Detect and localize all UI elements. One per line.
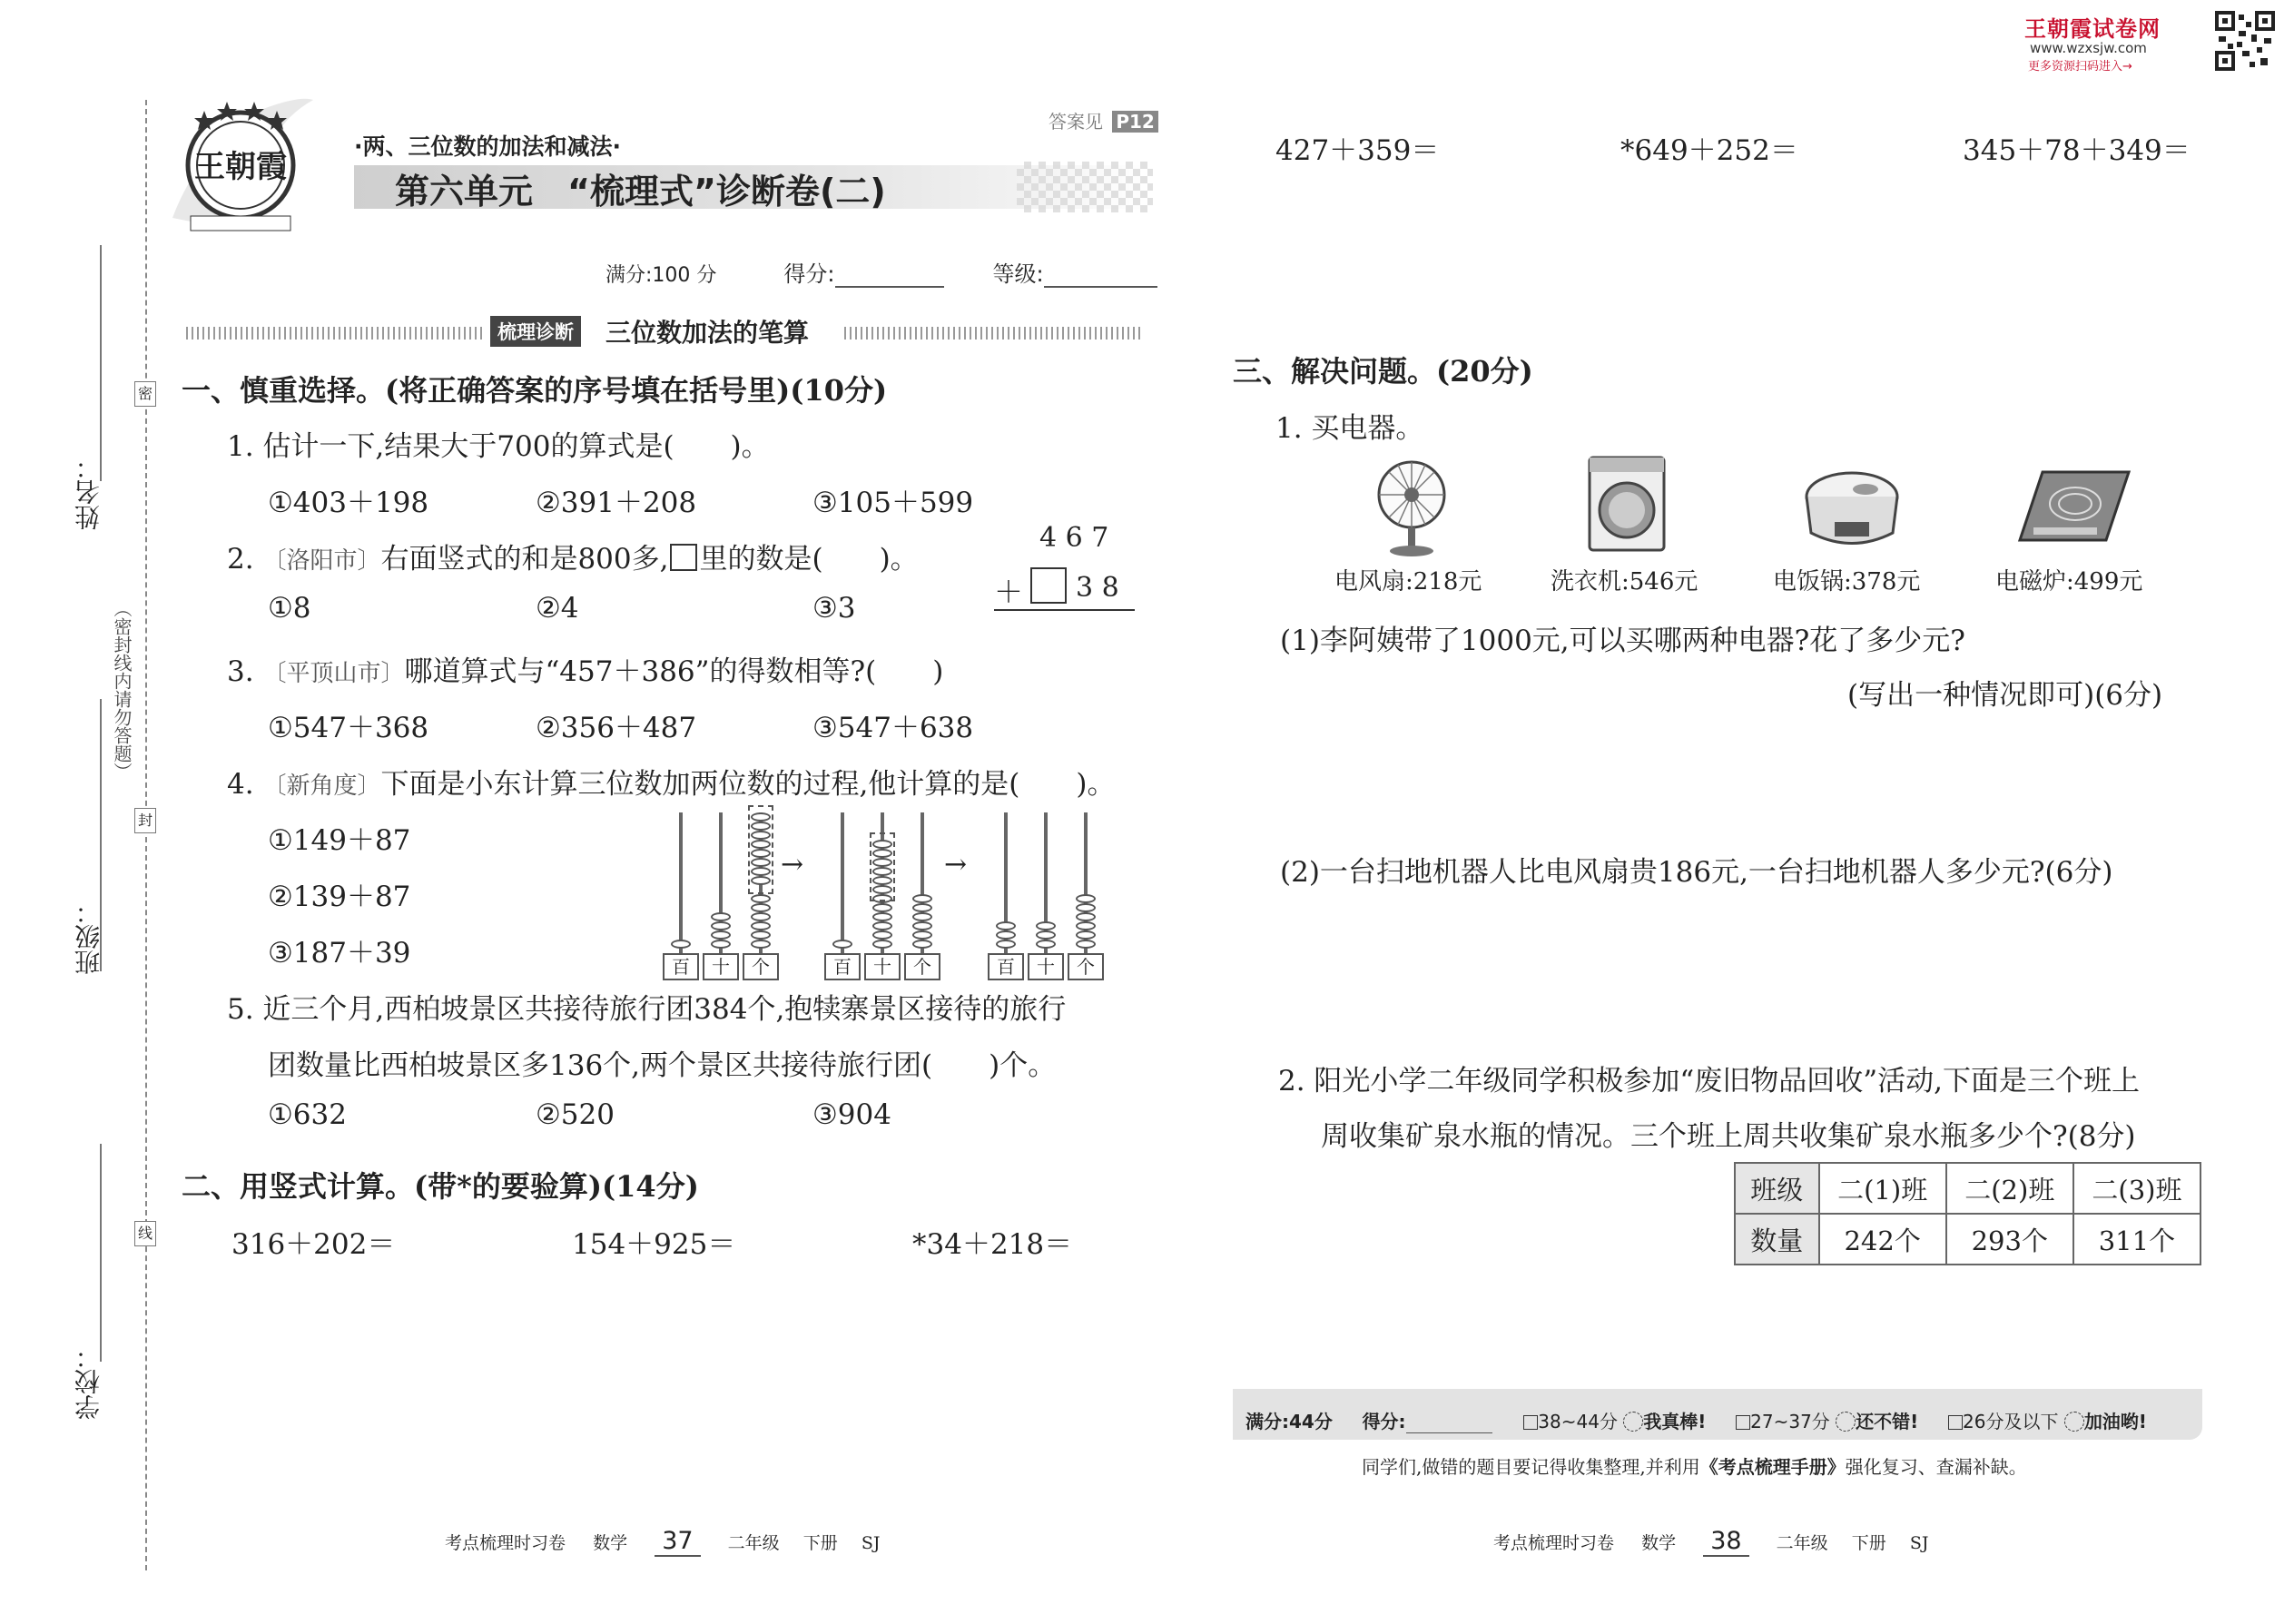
cheer-face-icon [2064, 1412, 2084, 1432]
abacus-bead [751, 894, 771, 903]
q2-blank-box [670, 544, 697, 571]
table-header-class: 班级 [1735, 1163, 1819, 1214]
footer-left-edition: SJ [861, 1533, 881, 1553]
score-bar-score: 得分: [1362, 1411, 1406, 1432]
brand-tagline: 更多资源扫码进入→ [2028, 60, 2132, 74]
title-banner-pattern [1017, 162, 1153, 212]
score-bar-full: 满分:44分 [1245, 1411, 1333, 1432]
abacus-bead [711, 912, 731, 921]
calc-2: 154＋925＝ [572, 1228, 736, 1261]
score-range-1-text: 我真棒! [1643, 1411, 1707, 1432]
review-note [1362, 1452, 2027, 1479]
svg-text:王朝霞: 王朝霞 [194, 149, 287, 185]
abacus-bead [872, 940, 892, 949]
school-label: 学校： [74, 1343, 103, 1420]
table-row [1735, 1214, 2200, 1265]
abacus-bead [996, 930, 1016, 940]
q3-stem-text: 哪道算式与“457＋386”的得数相等?( ) [404, 655, 944, 688]
seal-mark-mi: 密 [134, 381, 156, 407]
abacus-bead [912, 903, 932, 912]
abacus-bead [751, 849, 771, 858]
q4-option-3[interactable]: ③187＋39 [268, 937, 411, 969]
calc-4: 427＋359＝ [1275, 134, 1440, 167]
q2-vertical-box [1030, 567, 1067, 604]
page-title: 第六单元 “梳理式”诊断卷(二) [395, 172, 886, 212]
full-score: 满分:100 分 [605, 264, 717, 287]
problem2-line1: 2. 阳光小学二年级同学积极参加“废旧物品回收”活动,下面是三个班上 [1278, 1065, 2140, 1097]
abacus-bead [1076, 894, 1096, 903]
q4-option-1[interactable]: ①149＋87 [268, 824, 411, 857]
abacus-bead [751, 940, 771, 949]
q4-tag: 〔新角度〕 [262, 773, 381, 800]
fan-icon [1371, 458, 1452, 558]
smile-icon [1623, 1412, 1643, 1432]
brand-block [2024, 11, 2233, 74]
review-tag: 梳理诊断 [490, 316, 581, 347]
q2-stem-b: 里的数是( )。 [699, 543, 919, 576]
abacus-bead [751, 831, 771, 840]
abacus-bead [912, 894, 932, 903]
abacus-place-tens: 十 [1028, 953, 1064, 980]
abacus-bead [912, 930, 932, 940]
abacus-bead [751, 812, 771, 822]
abacus-bead [751, 858, 771, 867]
class-label: 班级： [74, 899, 103, 975]
abacus-bead [1076, 921, 1096, 930]
score-range-2: 27~37分 [1750, 1411, 1830, 1432]
abacus-bead [1036, 921, 1056, 930]
grade-input[interactable] [1044, 259, 1157, 288]
q2-option-3[interactable]: ③3 [812, 592, 856, 625]
seal-mark-feng: 封 [134, 808, 156, 833]
unit-subtitle: ·两、三位数的加法和减法· [354, 133, 621, 160]
induction-cooker-icon [2015, 468, 2133, 549]
abacus-bead [711, 940, 731, 949]
neutral-face-icon [1836, 1412, 1856, 1432]
calc-6: 345＋78＋349＝ [1963, 134, 2191, 167]
abacus-1 [663, 803, 790, 980]
q2-option-1[interactable]: ①8 [268, 592, 311, 625]
checkbox-r1[interactable] [1523, 1415, 1538, 1430]
score-line [605, 256, 1157, 288]
section1-heading: 一、慎重选择。(将正确答案的序号填在括号里)(10分) [182, 373, 888, 408]
review-note-text: 同学们,做错的题目要记得收集整理,并利用 [1362, 1456, 1700, 1478]
abacus-bead [751, 840, 771, 849]
abacus-place-hundreds: 百 [824, 953, 861, 980]
footer-left-term: 下册 [802, 1533, 838, 1553]
q4-stem-text: 下面是小东计算三位数加两位数的过程,他计算的是( )。 [380, 768, 1116, 801]
abacus-bead [872, 903, 892, 912]
washing-machine-icon [1584, 454, 1670, 554]
abacus-bead [872, 840, 892, 849]
abacus-bead [751, 903, 771, 912]
score-range-3: 26分及以下 [1963, 1411, 2059, 1432]
appliance-fan-label: 电风扇:218元 [1334, 568, 1482, 595]
footer-left-grade: 二年级 [727, 1533, 780, 1553]
abacus-bead [751, 930, 771, 940]
q1-option-2[interactable]: ②391＋208 [536, 487, 697, 519]
abacus-bead [671, 940, 691, 949]
table-class-3: 二(3)班 [2073, 1163, 2200, 1214]
table-class-2: 二(2)班 [1946, 1163, 2073, 1214]
problem1-title: 1. 买电器。 [1275, 412, 1424, 445]
abacus-place-ones: 个 [904, 953, 940, 980]
review-note-end: 强化复习、查漏补缺。 [1845, 1456, 2027, 1478]
q1-option-1[interactable]: ①403＋198 [268, 487, 429, 519]
abacus-bead [751, 912, 771, 921]
q3-option-2[interactable]: ②356＋487 [536, 712, 697, 744]
q2-vertical-addition [994, 522, 1139, 613]
q4-num: 4. [227, 768, 254, 801]
footer-right [1493, 1527, 1929, 1555]
footer-right-page: 38 [1703, 1527, 1748, 1557]
score-range-2-text: 还不错! [1856, 1411, 1919, 1432]
q5-stem-line2: 团数量比西柏坡景区多136个,两个景区共接待旅行团( )个。 [268, 1049, 1057, 1082]
q3-num: 3. [227, 655, 254, 688]
abacus-bead [711, 930, 731, 940]
footer-left-series: 考点梳理时习卷 [445, 1533, 566, 1553]
q2-num: 2. [227, 543, 254, 576]
review-note-book: 《考点梳理手册》 [1699, 1456, 1846, 1478]
abacus-bead [996, 940, 1016, 949]
answer-ref [1049, 107, 1158, 133]
abacus-bead [711, 921, 731, 930]
q4-option-2[interactable]: ②139＋87 [268, 881, 411, 913]
abacus-bead [1036, 940, 1056, 949]
abacus-rod [841, 812, 844, 953]
abacus-place-ones: 个 [1068, 953, 1104, 980]
abacus-bead [1076, 930, 1096, 940]
school-underline [100, 1144, 102, 1362]
abacus-bead [1076, 903, 1096, 912]
q2-vertical-rule [994, 609, 1135, 611]
name-label: 姓名： [74, 454, 103, 530]
logo-emblem [163, 91, 318, 236]
appliance-washer-label: 洗衣机:546元 [1551, 568, 1698, 595]
section2-heading: 二、用竖式计算。(带*的要验算)(14分) [182, 1169, 699, 1204]
footer-left-page: 37 [655, 1527, 700, 1557]
table-row [1735, 1163, 2200, 1214]
table-header-count: 数量 [1735, 1214, 1819, 1265]
abacus-bead [1076, 912, 1096, 921]
abacus-bead [751, 921, 771, 930]
abacus-place-hundreds: 百 [663, 953, 699, 980]
checkbox-r3[interactable] [1948, 1415, 1963, 1430]
abacus-rod [679, 812, 683, 953]
abacus-3 [988, 803, 1115, 980]
score-label: 得分: [783, 261, 835, 287]
calc-1: 316＋202＝ [231, 1228, 396, 1261]
footer-right-series: 考点梳理时习卷 [1493, 1533, 1615, 1553]
q1-option-3[interactable]: ③105＋599 [812, 487, 974, 519]
q5-option-1[interactable]: ①632 [268, 1098, 347, 1131]
problem1-q2: (2)一台扫地机器人比电风扇贵186元,一台扫地机器人多少元?(6分) [1280, 856, 2113, 889]
seal-note: （密封线内请勿答题） [111, 599, 133, 781]
abacus-bead [912, 940, 932, 949]
abacus-bead [751, 822, 771, 831]
abacus-bead [912, 912, 932, 921]
footer-left [445, 1527, 881, 1555]
abacus-bead [751, 867, 771, 876]
appliance-ricecooker-label: 电饭锅:378元 [1773, 568, 1921, 595]
binding-dashed-line [145, 100, 147, 1570]
score-bar-content [1245, 1407, 2147, 1433]
abacus-bead [872, 912, 892, 921]
table-count-1: 242个 [1819, 1214, 1946, 1265]
abacus-bead [996, 921, 1016, 930]
score-range-1: 38~44分 [1538, 1411, 1618, 1432]
footer-right-grade: 二年级 [1776, 1533, 1828, 1553]
review-topic: 三位数加法的笔算 [605, 318, 810, 348]
problem1-q1-note: (写出一种情况即可)(6分) [1847, 679, 2163, 712]
q3-stem [227, 648, 943, 689]
score-bar-input[interactable] [1406, 1414, 1492, 1433]
abacus-bead [912, 921, 932, 930]
arrow-icon: → [944, 849, 968, 881]
abacus-place-hundreds: 百 [988, 953, 1024, 980]
grade-label: 等级: [992, 261, 1044, 287]
abacus-bead [872, 849, 892, 858]
q4-stem [227, 761, 1116, 802]
q2-vertical-op: ＋ [994, 575, 1024, 609]
footer-left-subject: 数学 [593, 1533, 628, 1553]
q5-option-3[interactable]: ③904 [812, 1098, 891, 1131]
table-class-1: 二(1)班 [1819, 1163, 1946, 1214]
review-rule-right [844, 327, 1144, 340]
score-range-3-text: 加油哟! [2083, 1411, 2147, 1432]
abacus-figure [663, 803, 1117, 980]
abacus-bead [872, 921, 892, 930]
problem1-q1: (1)李阿姨带了1000元,可以买哪两种电器?花了多少元? [1280, 625, 1965, 657]
footer-right-term: 下册 [1851, 1533, 1886, 1553]
seal-mark-xian: 线 [134, 1221, 156, 1246]
calc-3: *34＋218＝ [912, 1228, 1073, 1261]
qr-code-icon [2215, 11, 2275, 71]
abacus-bead [751, 876, 771, 885]
abacus-place-ones: 个 [743, 953, 779, 980]
q2-vertical-bottom: 3 8 [1076, 572, 1119, 604]
arrow-icon: → [781, 849, 804, 881]
abacus-2 [824, 803, 951, 980]
calc-5: *649＋252＝ [1620, 134, 1798, 167]
abacus-bead [1076, 940, 1096, 949]
abacus-bead [832, 940, 852, 949]
table-count-2: 293个 [1946, 1214, 2073, 1265]
section3-heading: 三、解决问题。(20分) [1233, 354, 1533, 389]
q2-tag: 〔洛阳市〕 [262, 547, 381, 575]
abacus-bead [872, 858, 892, 867]
score-input[interactable] [835, 259, 944, 288]
footer-right-edition: SJ [1909, 1533, 1929, 1553]
name-underline [100, 245, 102, 481]
q2-stem-a: 右面竖式的和是800多, [380, 543, 669, 576]
abacus-bead [1036, 930, 1056, 940]
problem2-line2: 周收集矿泉水瓶的情况。三个班上周共收集矿泉水瓶多少个?(8分) [1321, 1120, 2136, 1153]
q3-option-1[interactable]: ①547＋368 [268, 712, 429, 744]
rice-cooker-icon [1802, 468, 1902, 554]
q5-stem-line1: 5. 近三个月,西柏坡景区共接待旅行团384个,抱犊寨景区接待的旅行 [227, 993, 1067, 1026]
answer-ref-label: 答案见 [1049, 111, 1103, 133]
abacus-bead [872, 930, 892, 940]
appliance-induction-label: 电磁炉:499元 [1995, 568, 2143, 595]
brand-url: www.wzxsjw.com [2030, 40, 2147, 56]
q5-option-2[interactable]: ②520 [536, 1098, 615, 1131]
brand-name: 王朝霞试卷网 [2024, 16, 2161, 42]
q3-option-3[interactable]: ③547＋638 [812, 712, 974, 744]
abacus-bead [872, 867, 892, 876]
abacus-place-tens: 十 [864, 953, 901, 980]
bottle-table [1734, 1162, 2201, 1265]
q2-option-2[interactable]: ②4 [536, 592, 579, 625]
q3-tag: 〔平顶山市〕 [262, 660, 405, 687]
review-rule-left [186, 327, 486, 340]
answer-ref-page: P12 [1112, 111, 1158, 133]
q2-stem [227, 536, 919, 576]
footer-right-subject: 数学 [1641, 1533, 1677, 1553]
q1-stem: 1. 估计一下,结果大于700的算式是( )。 [227, 430, 770, 463]
table-count-3: 311个 [2073, 1214, 2200, 1265]
checkbox-r2[interactable] [1736, 1415, 1750, 1430]
abacus-place-tens: 十 [703, 953, 739, 980]
q2-vertical-top: 4 6 7 [1039, 522, 1109, 554]
